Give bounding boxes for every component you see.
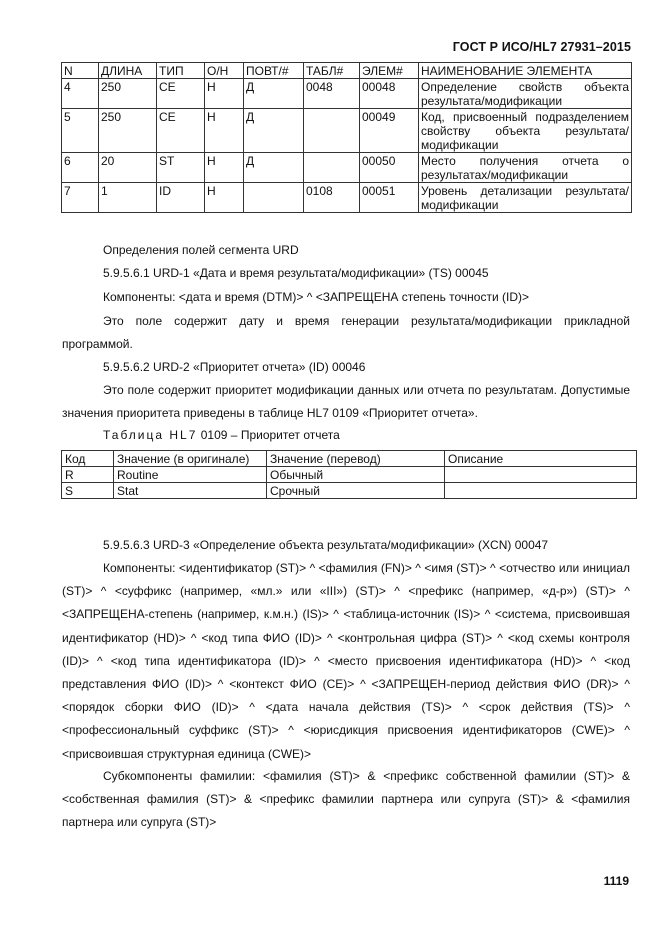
urd-3-heading: 5.9.5.6.3 URD-3 «Определение объекта результата/модификации» (XCN) 00047 — [103, 538, 549, 552]
cell-element: 00051 — [360, 183, 419, 213]
cell-original-value: Stat — [114, 483, 267, 499]
priority-table — [61, 450, 637, 499]
cell-type: CE — [157, 79, 205, 109]
cell-table — [304, 109, 360, 153]
cell-length: 250 — [99, 79, 157, 109]
col-header-translated-value: Значение (перевод) — [267, 451, 445, 467]
table-row — [62, 467, 637, 483]
cell-repeat — [244, 183, 304, 213]
cell-n: 4 — [62, 79, 99, 109]
cell-element-name: Место получения отчета о результатах/модификации — [419, 153, 632, 183]
table-row — [62, 483, 637, 499]
caption-dash: – — [230, 428, 238, 442]
cell-length: 20 — [99, 153, 157, 183]
caption-title: Приоритет отчета — [240, 428, 340, 442]
cell-element-name: Определение свойств объекта результата/модификации — [419, 79, 632, 109]
table-header-row — [62, 451, 637, 467]
cell-table: 0108 — [304, 183, 360, 213]
col-header-description: Описание — [445, 451, 637, 467]
urd-3-components: Компоненты: <идентификатор (ST)> ^ <фамилия (FN)> ^ <имя (ST)> ^ <отчество или инициал (ST)> ^ <суффикс (например, «мл.» или «III») (ST)> ^ <префикс (например, «д-р») (ST)> ^ <ЗАПРЕЩЕНА-степень (например, к.м.н.) (IS)> ^ <таблица-источник (IS)> ^ <система, присвоившая идентификатор (HD)> ^ <код типа ФИО (ID)> ^ <контрольная цифра (ST)> ^ <код схемы контроля (ID)> ^ <код типа идентификатора (ID)> ^ <место присвоения идентификатора (HD)> ^ <код представления ФИО (ID)> ^ <контекст ФИО (CE)> ^ <ЗАПРЕЩЕН-период действия ФИО (DR)> ^ <порядок сборки ФИО (ID)> ^ <дата начала действия (TS)> ^ <срок действия (TS)> ^ <профессиональный суффикс (ST)> ^ <юрисдикция присвоения идентификаторов (CWE)> ^ <присвоившая структурная единица (CWE)> — [62, 561, 630, 761]
col-header-code: Код — [62, 451, 114, 467]
col-header-opt: О/Н — [205, 63, 244, 79]
col-header-n: N — [62, 63, 99, 79]
cell-translated-value: Обычный — [267, 467, 445, 483]
cell-n: 6 — [62, 153, 99, 183]
priority-table-caption — [103, 428, 340, 442]
col-header-type: ТИП — [157, 63, 205, 79]
cell-type: ST — [157, 153, 205, 183]
urd-2-description: Это поле содержит приоритет модификации данных или отчета по результатам. Допустимые значения приоритета приведены в таблице HL7 0109 «Приоритет отчета». — [62, 383, 630, 421]
cell-length: 1 — [99, 183, 157, 213]
cell-n: 7 — [62, 183, 99, 213]
table-row — [62, 79, 632, 109]
cell-length: 250 — [99, 109, 157, 153]
cell-code: S — [62, 483, 114, 499]
document-standard-header: ГОСТ Р ИСО/HL7 27931–2015 — [452, 40, 631, 54]
urd-1-heading: 5.9.5.6.1 URD-1 «Дата и время результата/модификации» (TS) 00045 — [103, 266, 489, 280]
cell-type: CE — [157, 109, 205, 153]
cell-element: 00048 — [360, 79, 419, 109]
table-row — [62, 153, 632, 183]
col-header-element-name: НАИМЕНОВАНИЕ ЭЛЕМЕНТА — [419, 63, 632, 79]
cell-table — [304, 153, 360, 183]
cell-element-name: Код, присвоенный подразделением свойству объекта результата/модификации — [419, 109, 632, 153]
cell-opt: Н — [205, 153, 244, 183]
cell-repeat: Д — [244, 79, 304, 109]
table-header-row — [62, 63, 632, 79]
page-number: 1119 — [603, 874, 629, 888]
cell-opt: Н — [205, 109, 244, 153]
cell-type: ID — [157, 183, 205, 213]
urd-1-components: Компоненты: <дата и время (DTM)> ^ <ЗАПРЕЩЕНА степень точности (ID)> — [103, 290, 530, 304]
urd-2-heading: 5.9.5.6.2 URD-2 «Приоритет отчета» (ID) 00046 — [103, 360, 366, 374]
cell-element-name: Уровень детализации результата/модификации — [419, 183, 632, 213]
cell-description — [445, 467, 637, 483]
col-header-length: ДЛИНА — [99, 63, 157, 79]
urd-1-description: Это поле содержит дату и время генерации результата/модификации прикладной программой. — [62, 314, 630, 352]
cell-opt: Н — [205, 79, 244, 109]
col-header-table: ТАБЛ# — [304, 63, 360, 79]
cell-opt: Н — [205, 183, 244, 213]
cell-original-value: Routine — [114, 467, 267, 483]
cell-element: 00050 — [360, 153, 419, 183]
urd-field-definitions-heading: Определения полей сегмента URD — [103, 243, 299, 257]
segment-fields-table — [61, 62, 632, 213]
cell-element: 00049 — [360, 109, 419, 153]
urd-3-family-subcomponents: Субкомпоненты фамилии: <фамилия (ST)> & <префикс собственной фамилии (ST)> & <собственная фамилия (ST)> & <префикс фамилии партнера или супруга (ST)> & <фамилия партнера или супруга (ST)> — [62, 769, 630, 830]
cell-repeat: Д — [244, 109, 304, 153]
caption-label: Таблица HL7 — [103, 428, 198, 442]
cell-translated-value: Срочный — [267, 483, 445, 499]
table-row — [62, 183, 632, 213]
cell-table: 0048 — [304, 79, 360, 109]
table-row — [62, 109, 632, 153]
caption-number: 0109 — [200, 428, 228, 442]
cell-repeat: Д — [244, 153, 304, 183]
col-header-repeat: ПОВТ/# — [244, 63, 304, 79]
cell-code: R — [62, 467, 114, 483]
cell-n: 5 — [62, 109, 99, 153]
cell-description — [445, 483, 637, 499]
col-header-original-value: Значение (в оригинале) — [114, 451, 267, 467]
col-header-element: ЭЛЕМ# — [360, 63, 419, 79]
